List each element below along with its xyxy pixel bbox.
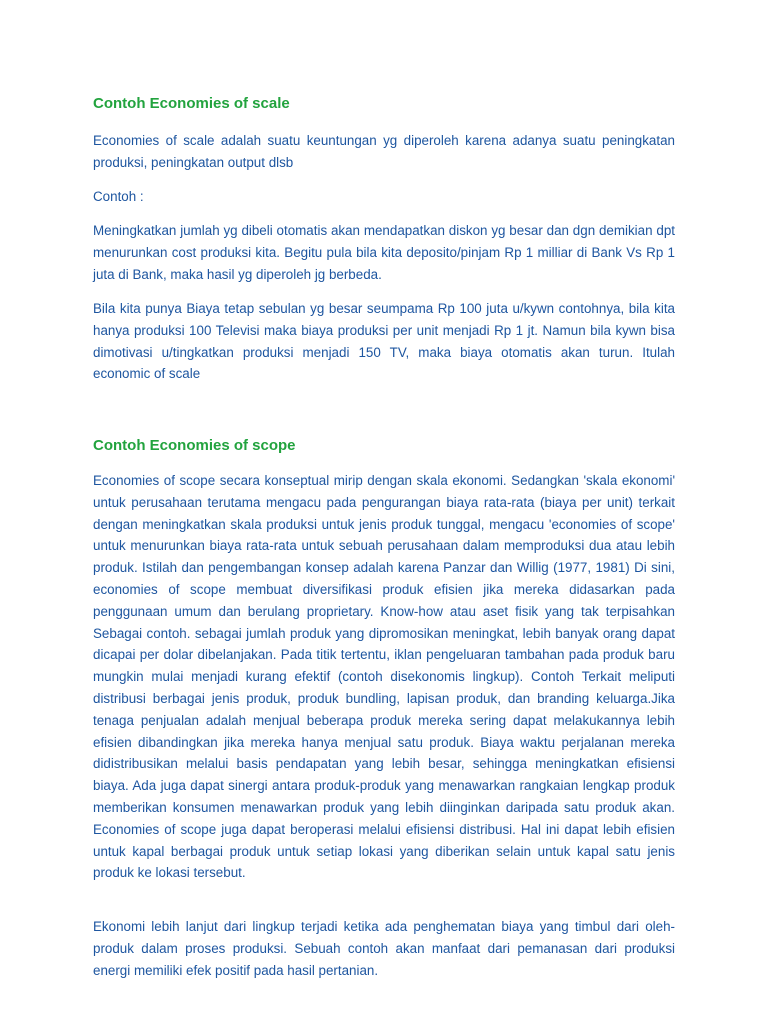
paragraph-example-discount: Meningkatkan jumlah yg dibeli otomatis akan mendapatkan diskon yg besar dan dgn demikian dpt menurunkan cost produksi kita. Begitu pula bila kita deposito/pinjam Rp 1 milliar di Bank Vs Rp 1 juta di Bank, maka hasil yg diperoleh jg berbeda.: [93, 223, 675, 282]
paragraph-contoh-label: Contoh :: [93, 189, 144, 204]
paragraph-example-fixed-cost: Bila kita punya Biaya tetap sebulan yg besar seumpama Rp 100 juta u/kywn contohnya, bila kita hanya produksi 100 Televisi maka biaya produksi per unit menjadi Rp 1 jt. Namun bila kywn bisa dimotivasi u/tingkatkan produksi menjadi 150 TV, maka biaya otomatis akan turun. Itulah economic of scale: [93, 301, 675, 382]
heading-economies-of-scale: Contoh Economies of scale: [93, 95, 290, 112]
heading-economies-of-scope: Contoh Economies of scope: [93, 437, 296, 454]
paragraph-scope-explanation: Economies of scope secara konseptual mirip dengan skala ekonomi. Sedangkan 'skala ekonomi' untuk perusahaan terutama mengacu pada pengurangan biaya rata-rata (biaya per unit) terkait dengan meningkatkan skala produksi untuk jenis produk tunggal, mengacu 'economies of scope' untuk menurunkan biaya rata-rata untuk sebuah perusahaan dalam memproduksi dua atau lebih produk. Istilah dan pengembangan konsep adalah karena Panzar dan Willig (1977, 1981) Di sini, economies of scope membuat diversifikasi produk efisien jika mereka didasarkan pada penggunaan umum dan berulang proprietary. Know-how atau aset fisik yang tak terpisahkan Sebagai contoh. sebagai jumlah produk yang dipromosikan meningkat, lebih banyak orang dapat dicapai per dolar dibelanjakan. Pada titik tertentu, iklan pengeluaran tambahan pada produk baru mungkin mulai menjadi kurang efektif (contoh disekonomis lingkup). Contoh Terkait meliputi distribusi berbagai jenis produk, produk bundling, lapisan produk, dan branding keluarga.Jika tenaga penjualan adalah menjual beberapa produk mereka sering dapat melakukannya lebih efisien dibandingkan jika mereka hanya menjual satu produk. Biaya waktu perjalanan mereka didistribusikan melalui basis pendapatan yang lebih besar, sehingga meningkatkan efisiensi biaya. Ada juga dapat sinergi antara produk-produk yang menawarkan rangkaian lengkap produk memberikan konsumen menawarkan produk yang lebih diinginkan daripada satu produk akan. Economies of scope juga dapat beroperasi melalui efisiensi distribusi. Hal ini dapat lebih efisien untuk kapal berbagai produk untuk setiap lokasi yang diberikan selain untuk kapal satu jenis produk ke lokasi tersebut.: [93, 473, 675, 881]
paragraph-scope-further: Ekonomi lebih lanjut dari lingkup terjadi ketika ada penghematan biaya yang timbul dari oleh-produk dalam proses produksi. Sebuah contoh akan manfaat dari pemanasan dari produksi energi memiliki efek positif pada hasil pertanian.: [93, 919, 675, 978]
paragraph-definition: Economies of scale adalah suatu keuntungan yg diperoleh karena adanya suatu peningkatan produksi, peningkatan output dlsb: [93, 133, 675, 170]
